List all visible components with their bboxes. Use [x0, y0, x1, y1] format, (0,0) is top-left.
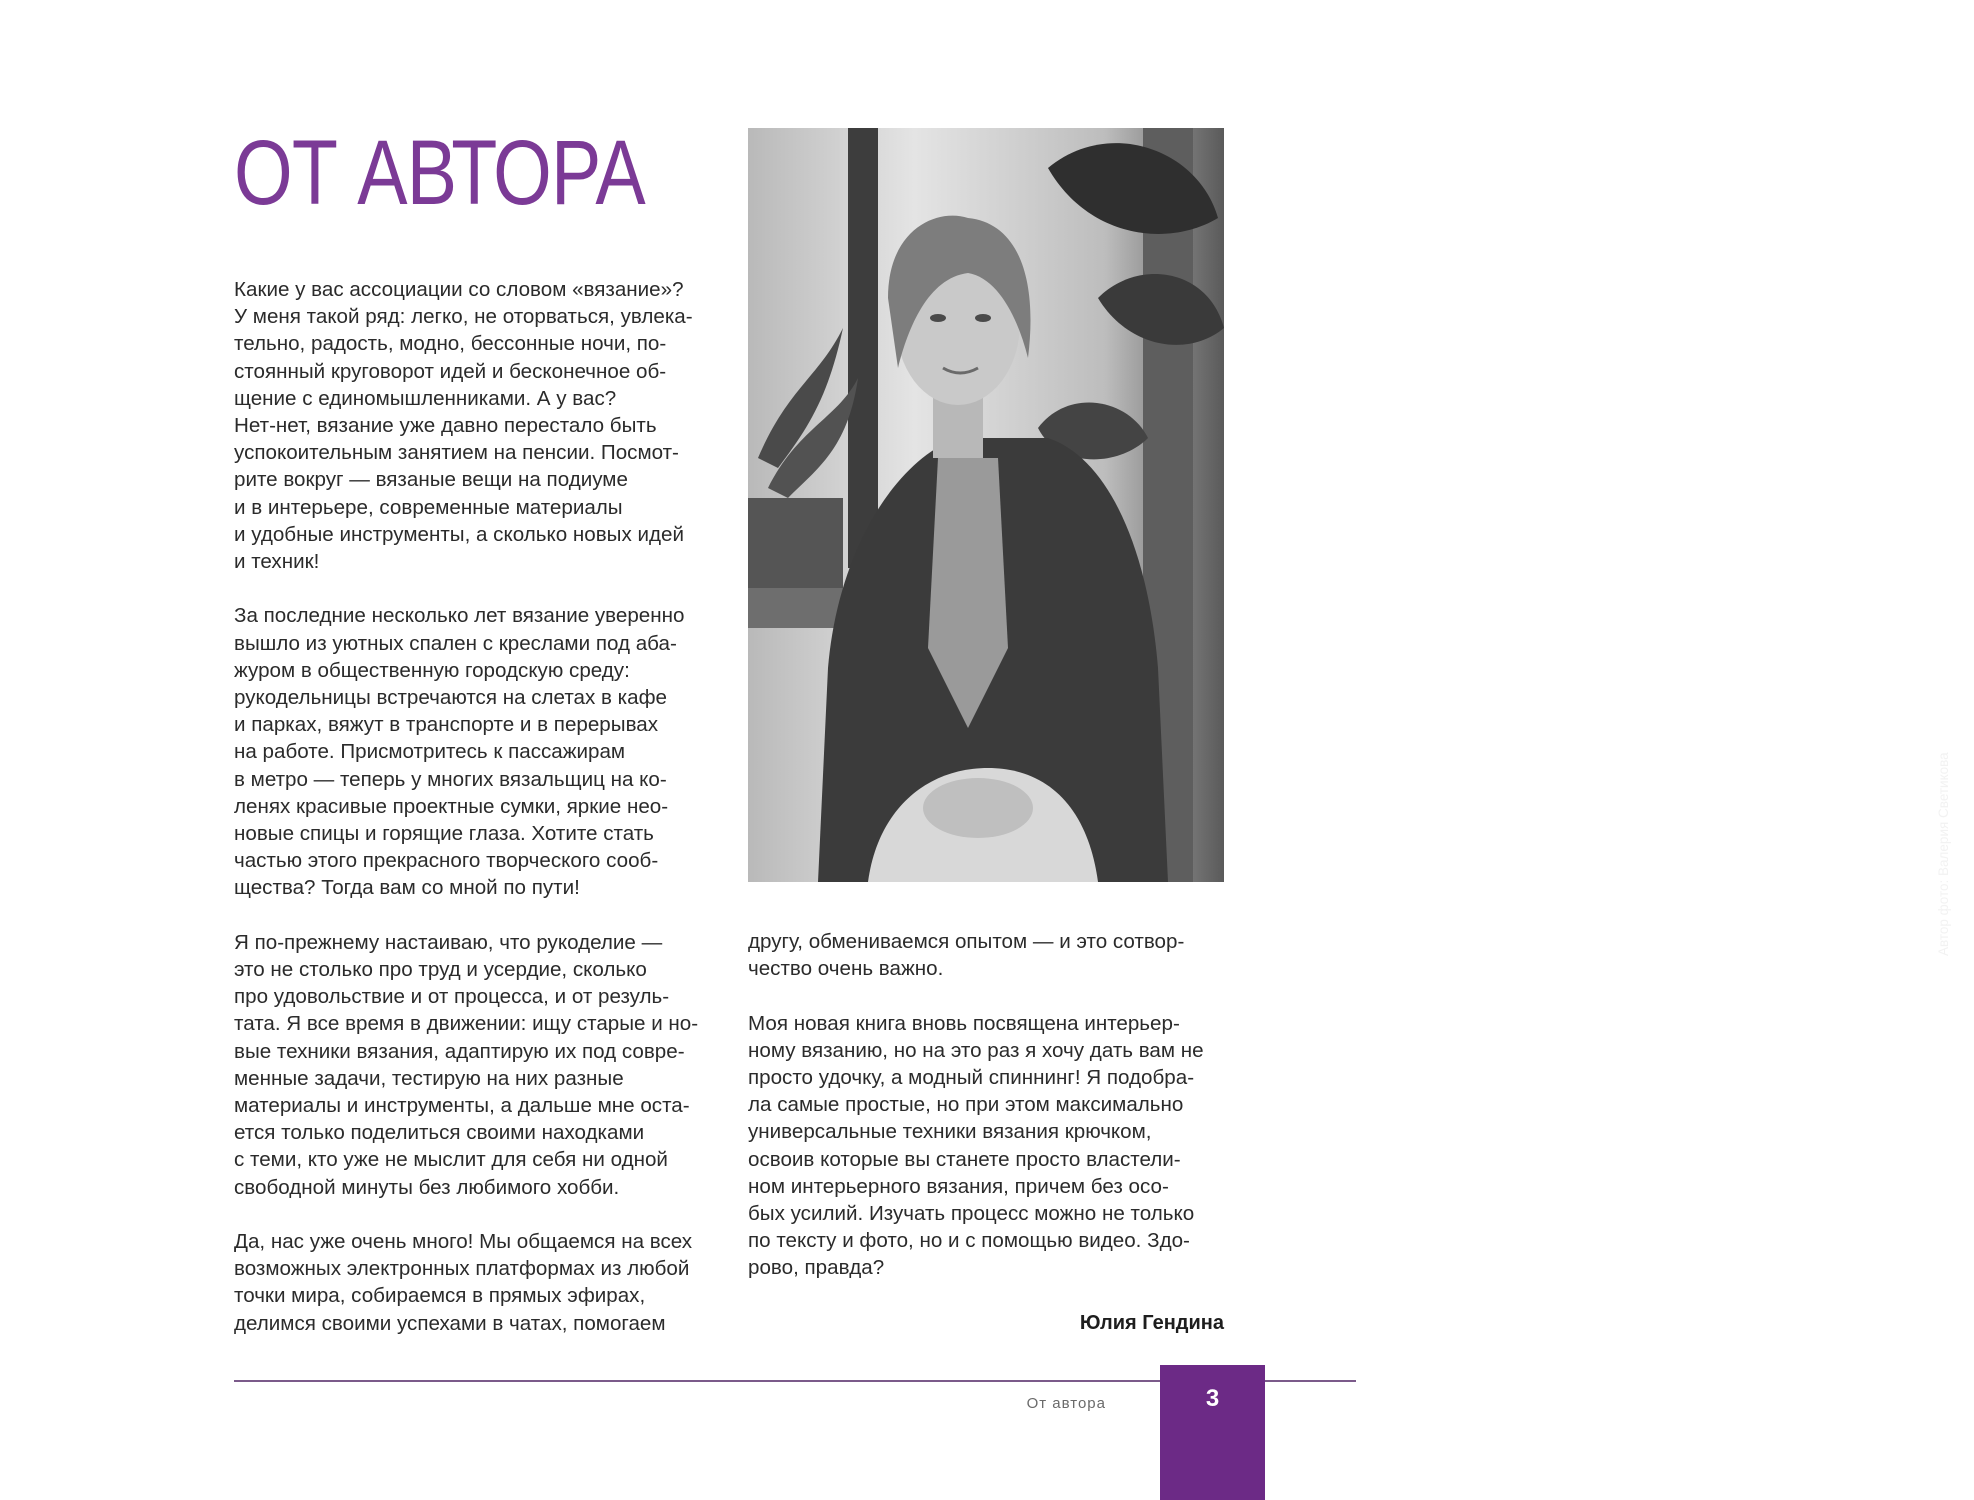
text-line: За последние несколько лет вязание уверенно	[234, 604, 685, 628]
text-line: это не столько про труд и усердие, сколько	[234, 958, 647, 982]
text-line: про удовольствие и от процесса, и от резуль-	[234, 985, 670, 1009]
text-line: тата. Я все время в движении: ищу старые и но-	[234, 1012, 699, 1036]
text-line: возможных электронных платформах из любой	[234, 1257, 690, 1281]
paragraph	[234, 602, 714, 901]
text-line: тельно, радость, модно, бессонные ночи, по-	[234, 332, 667, 356]
page-number: 3	[1205, 1385, 1220, 1412]
text-line: менные задачи, тестирую на них разные	[234, 1066, 624, 1090]
text-line: универсальные техники вязания крючком,	[748, 1120, 1152, 1144]
text-line: и парках, вяжут в транспорте и в перерывах	[234, 713, 659, 737]
text-line: Моя новая книга вновь посвящена интерьер-	[748, 1011, 1180, 1035]
text-line: Я по-прежнему настаиваю, что рукоделие —	[234, 930, 663, 954]
text-line: частью этого прекрасного творческого сооб-	[234, 849, 659, 873]
text-line: Нет-нет, вязание уже давно перестало быть	[234, 414, 657, 438]
text-line: щение с единомышленниками. А у вас?	[234, 386, 617, 410]
text-line: на работе. Присмотритесь к пассажирам	[234, 740, 626, 764]
text-line: ется только поделиться своими находками	[234, 1121, 645, 1145]
text-line: журом в общественную городскую среду:	[234, 658, 630, 682]
body-column-right	[748, 928, 1228, 1309]
text-line: ла самые простые, но при этом максимально	[748, 1093, 1184, 1117]
text-line: и удобные инструменты, а сколько новых идей	[234, 522, 684, 546]
text-line: другу, обмениваемся опытом — и это сотвор-	[748, 930, 1185, 953]
text-line: новые спицы и горящие глаза. Хотите стать	[234, 822, 654, 846]
text-line: стоянный круговорот идей и бесконечное об-	[234, 359, 667, 383]
text-line: вые техники вязания, адаптирую их под совре-	[234, 1039, 685, 1063]
text-line: ленях красивые проектные сумки, яркие нео-	[234, 794, 669, 818]
text-line: ном интерьерного вязания, причем без осо-	[748, 1174, 1169, 1198]
text-line: освоив которые вы станете просто властели-	[748, 1147, 1181, 1171]
paragraph	[234, 1228, 714, 1337]
text-line: просто удочку, а модный спиннинг! Я подобра-	[748, 1066, 1195, 1089]
text-line: успокоительным занятием на пенсии. Посмот-	[234, 441, 679, 465]
text-line: точки мира, собираемся в прямых эфирах,	[234, 1284, 646, 1308]
text-line: Да, нас уже очень много! Мы общаемся на всех	[234, 1230, 693, 1254]
author-signature: Юлия Гендина	[1079, 1312, 1224, 1334]
text-line: свободной минуты без любимого хобби.	[234, 1175, 620, 1199]
text-line: с теми, кто уже не мыслит для себя ни одной	[234, 1148, 668, 1172]
text-line: щества? Тогда вам со мной по пути!	[234, 876, 580, 900]
paragraph	[748, 1010, 1228, 1282]
body-column-left	[234, 276, 714, 1364]
text-line: У меня такой ряд: легко, не оторваться, увлека-	[234, 305, 693, 329]
paragraph	[234, 929, 714, 1201]
text-line: вышло из уютных спален с креслами под аба-	[234, 631, 677, 655]
paragraph	[748, 928, 1228, 982]
text-line: и техник!	[234, 550, 320, 574]
text-line: рово, правда?	[748, 1256, 885, 1280]
text-line: чество очень важно.	[748, 957, 944, 981]
text-line: ному вязанию, но на это раз я хочу дать вам не	[748, 1038, 1204, 1062]
text-line: делимся своими успехами в чатах, помогаем	[234, 1311, 666, 1335]
running-footer-label: От автора	[1026, 1395, 1106, 1412]
text-line: рукодельницы встречаются на слетах в кафе	[234, 686, 667, 710]
text-line: и в интерьере, современные материалы	[234, 495, 623, 519]
photo-credit: Автор фото: Валерия Светикова	[1936, 752, 1951, 956]
text-line: рите вокруг — вязаные вещи на подиуме	[234, 468, 628, 492]
author-portrait-illustration	[748, 128, 1224, 882]
page-number-tab	[1160, 1365, 1265, 1500]
page-title: ОТ АВТОРА	[234, 122, 645, 224]
text-line: Какие у вас ассоциации со словом «вязание»?	[234, 278, 684, 301]
text-line: в метро — теперь у многих вязальщиц на ко-	[234, 767, 667, 791]
text-line: материалы и инструменты, а дальше мне оста-	[234, 1094, 690, 1118]
paragraph	[234, 276, 714, 575]
text-line: по тексту и фото, но и с помощью видео. Здо-	[748, 1229, 1190, 1253]
text-line: бых усилий. Изучать процесс можно не только	[748, 1202, 1195, 1226]
